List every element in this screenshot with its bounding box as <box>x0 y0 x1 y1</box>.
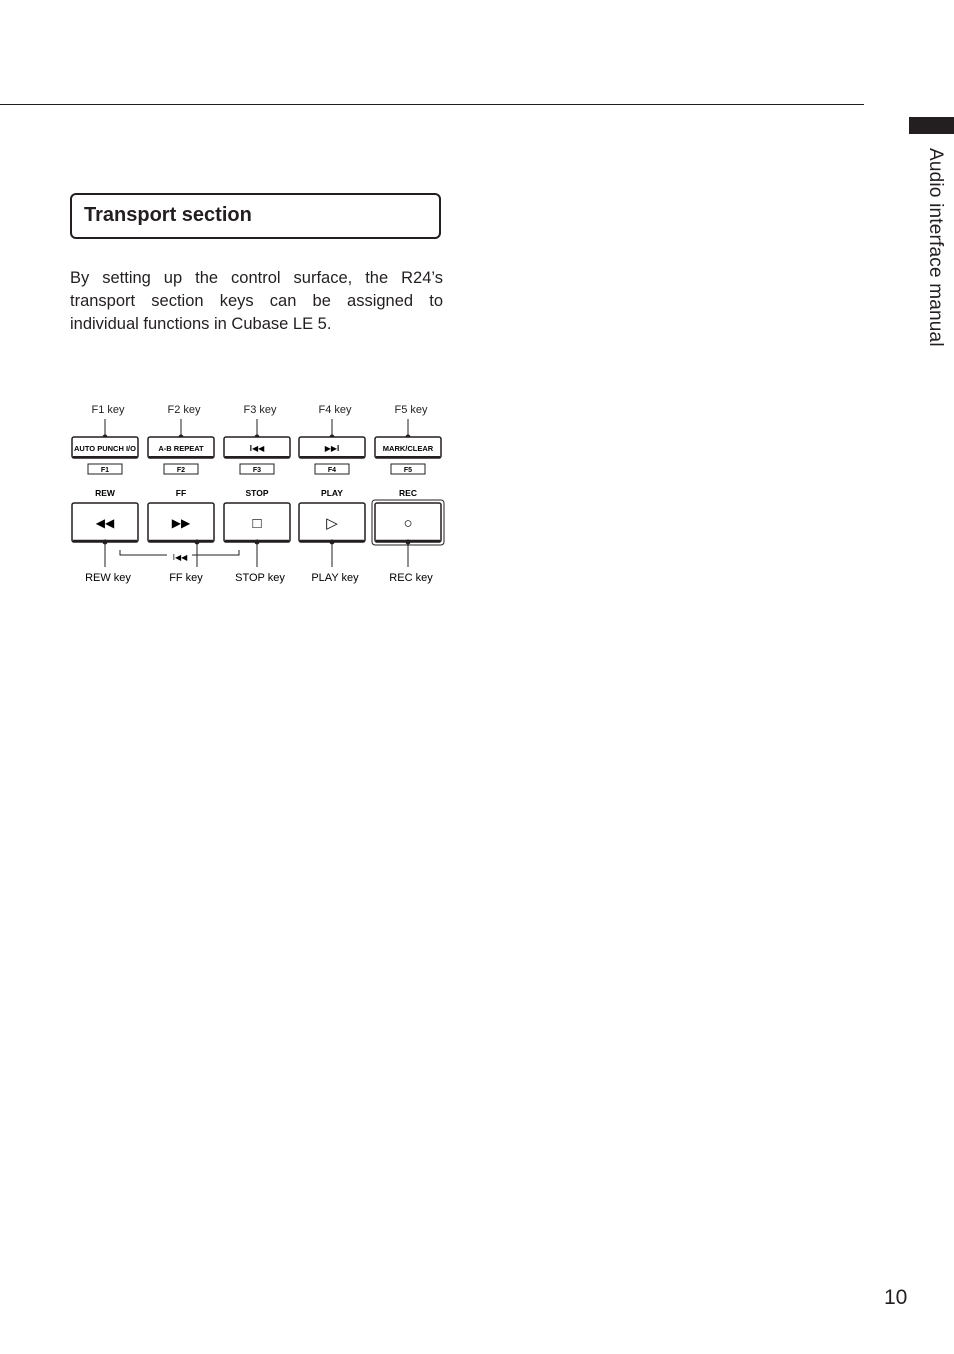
function-key-f1[interactable] <box>72 437 138 474</box>
f3-tag: F3 <box>252 467 262 474</box>
combo-skip-back-icon: I◀◀ <box>172 553 188 562</box>
fast-forward-icon: ▶▶ <box>171 516 191 530</box>
f4-callout: F4 key <box>318 404 352 416</box>
play-icon: ▷ <box>326 515 338 532</box>
ff-label: FF <box>175 488 187 498</box>
ff-callout: FF key <box>169 572 203 584</box>
f2-key-label: A-B REPEAT <box>158 444 204 453</box>
rew-button[interactable] <box>72 503 138 542</box>
f5-tag: F5 <box>403 467 413 474</box>
side-tab-marker <box>909 117 954 134</box>
top-rule <box>0 104 864 105</box>
rew-label: REW <box>95 488 115 498</box>
function-key-f5[interactable] <box>375 437 441 474</box>
f1-key-label: AUTO PUNCH I/O <box>74 444 136 453</box>
sidebar-title: Audio interface manual <box>925 148 946 347</box>
f5-key-label: MARK/CLEAR <box>382 444 434 453</box>
page-number: 10 <box>884 1286 908 1309</box>
play-label: PLAY <box>321 488 343 498</box>
play-button[interactable] <box>299 503 365 542</box>
stop-callout: STOP key <box>235 572 285 584</box>
rewind-icon: ◀◀ <box>95 516 115 530</box>
f4-tag: F4 <box>327 467 337 474</box>
rec-callout: REC key <box>389 572 433 584</box>
f1-tag: F1 <box>100 467 110 474</box>
f1-callout: F1 key <box>91 404 125 416</box>
function-key-f2[interactable] <box>148 437 214 474</box>
skip-forward-icon: ▶▶I <box>324 444 340 453</box>
stop-icon: □ <box>252 515 262 532</box>
rec-button[interactable] <box>372 500 444 545</box>
skip-back-icon: I◀◀ <box>249 444 265 453</box>
f3-callout: F3 key <box>243 404 277 416</box>
section-heading-box <box>70 193 441 239</box>
play-callout: PLAY key <box>311 572 359 584</box>
ff-button[interactable] <box>148 503 214 542</box>
record-icon: ○ <box>403 515 413 532</box>
stop-label: STOP <box>245 488 269 498</box>
f5-callout: F5 key <box>394 404 428 416</box>
stop-button[interactable] <box>224 503 290 542</box>
rec-label: REC <box>399 488 417 498</box>
rew-callout: REW key <box>85 572 131 584</box>
function-key-f4[interactable] <box>299 437 365 474</box>
section-title: Transport section <box>84 204 252 226</box>
f2-tag: F2 <box>176 467 186 474</box>
transport-diagram <box>60 395 460 595</box>
function-key-f3[interactable] <box>224 437 290 474</box>
f2-callout: F2 key <box>167 404 201 416</box>
section-body: By setting up the control surface, the R24’s transport section keys can be assigned to individual functions in Cubase LE 5. <box>70 269 443 333</box>
